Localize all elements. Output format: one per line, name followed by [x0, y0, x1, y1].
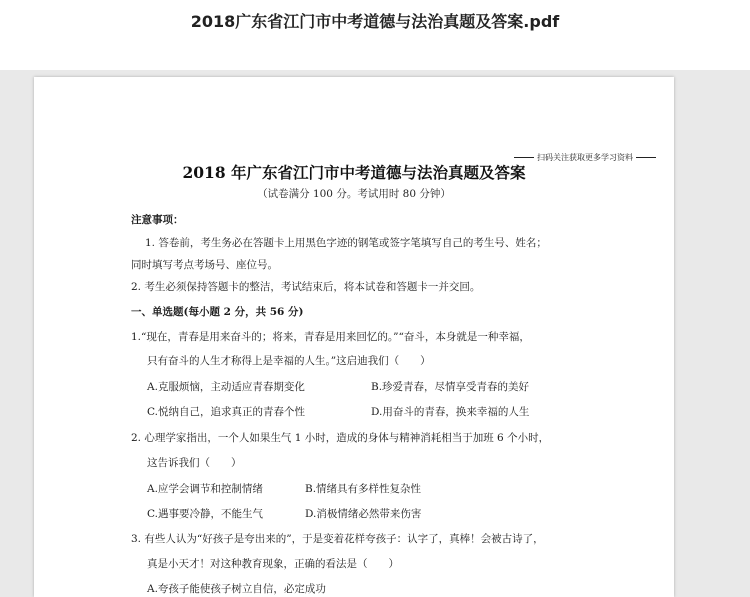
question-2-line-1: 2. 心理学家指出，一个人如果生气 1 小时，造成的身体与精神消耗相当于加班 6 个小时，: [131, 432, 550, 444]
dash-right: [636, 157, 656, 158]
section-1-heading: 一、单选题(每小题 2 分，共 56 分): [131, 306, 304, 318]
question-3-line-2: 真是小天才！对这种教育现象，正确的看法是（ ）: [147, 558, 399, 570]
paper-subtitle: （试卷满分 100 分。考试用时 80 分钟）: [257, 188, 451, 200]
notice-item-2: 2. 考生必须保持答题卡的整洁，考试结束后，将本试卷和答题卡一并交回。: [131, 281, 481, 293]
question-1-option-a: A.克服烦恼，主动适应青春期变化: [147, 381, 305, 393]
question-2-option-c: C.遇事要冷静，不能生气: [147, 508, 263, 520]
paper-title: 2018 年广东省江门市中考道德与法治真题及答案: [182, 163, 526, 182]
question-2-option-d: D.消极情绪必然带来伤害: [305, 508, 422, 520]
question-3-line-1: 3. 有些人认为“好孩子是夸出来的”，于是变着花样夸孩子：认字了，真棒！会被古诗了，: [131, 533, 544, 545]
question-1-option-d: D.用奋斗的青春，换来幸福的人生: [371, 406, 530, 418]
question-1-option-c: C.悦纳自己，追求真正的青春个性: [147, 406, 305, 418]
question-1-line-2: 只有奋斗的人生才称得上是幸福的人生。”这启迪我们（ ）: [147, 355, 431, 367]
dash-left: [514, 157, 534, 158]
notice-item-1-line-2: 同时填写考点考场号、座位号。: [131, 259, 278, 271]
notice-heading: 注意事项：: [131, 214, 184, 226]
question-3-option-a: A.夸孩子能使孩子树立自信，必定成功: [147, 583, 326, 595]
notice-item-1-line-1: 1. 答卷前，考生务必在答题卡上用黑色字迹的钢笔或签字笔填写自己的考生号、姓名；: [145, 237, 547, 249]
viewer-toolbar: [0, 0, 750, 70]
question-2-line-2: 这告诉我们（ ）: [147, 457, 242, 469]
pdf-page: [34, 77, 674, 597]
question-1-line-1: 1.“现在，青春是用来奋斗的；将来，青春是用来回忆的。”“奋斗，本身就是一种幸福，: [131, 331, 530, 343]
question-2-option-b: B.情绪具有多样性复杂性: [305, 483, 422, 495]
document-title: 2018广东省江门市中考道德与法治真题及答案.pdf: [190, 12, 560, 31]
question-1-option-b: B.珍爱青春，尽情享受青春的美好: [371, 381, 530, 393]
question-2-option-a: A.应学会调节和控制情绪: [147, 483, 263, 495]
qr-note-text: 扫码关注获取更多学习资料: [537, 153, 633, 162]
